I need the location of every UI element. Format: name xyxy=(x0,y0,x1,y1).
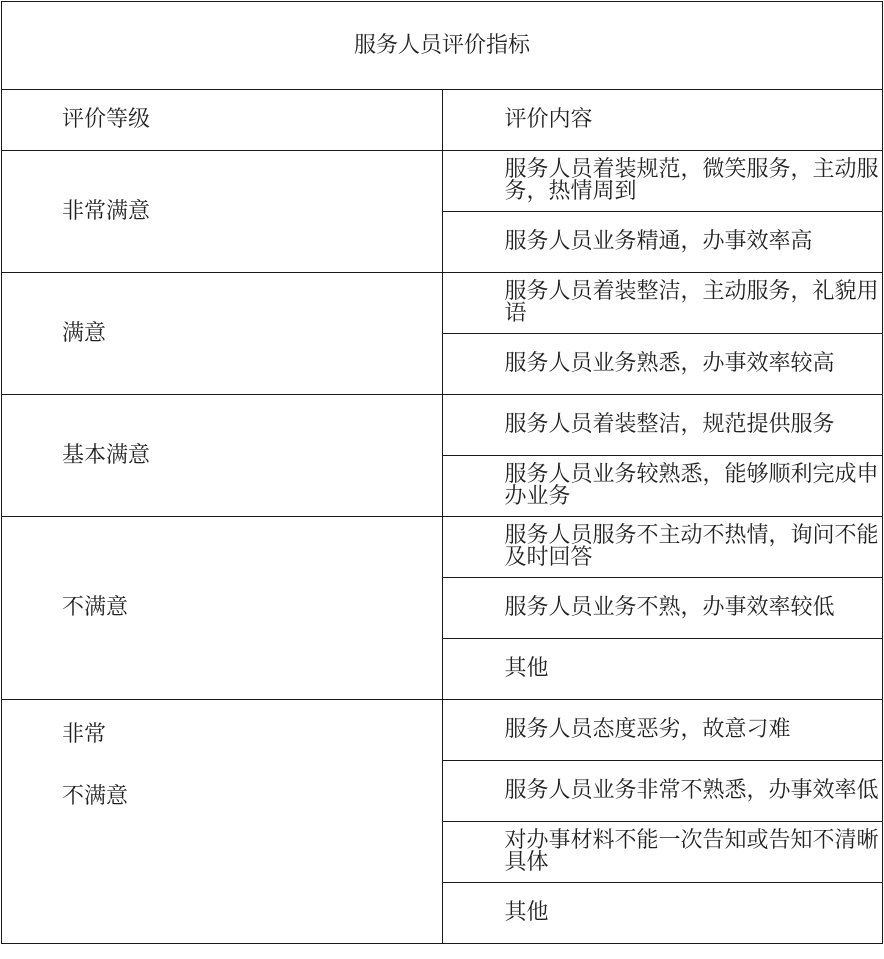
level-label: 不满意 xyxy=(62,595,129,620)
level-label: 满意 xyxy=(62,320,107,346)
header-content: 评价内容 xyxy=(442,90,883,151)
content-cell: 服务人员态度恶劣，故意刁难 xyxy=(442,700,883,761)
content-cell: 服务人员业务非常不熟悉，办事效率低 xyxy=(442,761,883,822)
level-label: 非常满意 xyxy=(62,198,151,224)
content-cell: 服务人员业务不熟，办事效率较低 xyxy=(442,578,883,639)
table-row xyxy=(2,700,883,761)
content-cell: 对办事材料不能一次告知或告知不清晰具体 xyxy=(442,822,883,883)
level-cell-very-satisfied xyxy=(2,151,443,273)
content-cell: 服务人员业务精通，办事效率高 xyxy=(442,212,883,273)
content-cell: 服务人员着装整洁，主动服务，礼貌用语 xyxy=(442,273,883,334)
level-cell-basically-satisfied xyxy=(2,395,443,517)
evaluation-table xyxy=(1,1,883,944)
header-row xyxy=(2,90,883,151)
content-cell: 服务人员服务不主动不热情，询问不能及时回答 xyxy=(442,517,883,578)
table-title: 服务人员评价指标 xyxy=(2,2,883,90)
content-cell: 服务人员着装整洁，规范提供服务 xyxy=(442,395,883,456)
title-row xyxy=(2,2,883,90)
level-label-line-2: 不满意 xyxy=(62,784,129,809)
table-row xyxy=(2,517,883,578)
content-cell: 其他 xyxy=(442,639,883,700)
table-row xyxy=(2,151,883,212)
content-cell: 服务人员着装规范，微笑服务，主动服务，热情周到 xyxy=(442,151,883,212)
level-cell-satisfied xyxy=(2,273,443,395)
level-label-line-1: 非常 xyxy=(62,722,107,747)
content-cell: 其他 xyxy=(442,883,883,944)
level-cell-dissatisfied xyxy=(2,517,443,700)
table-row xyxy=(2,395,883,456)
level-cell-very-dissatisfied xyxy=(2,700,443,944)
content-cell: 服务人员业务较熟悉，能够顺利完成申办业务 xyxy=(442,456,883,517)
header-level: 评价等级 xyxy=(2,90,443,151)
table-row xyxy=(2,273,883,334)
level-label: 基本满意 xyxy=(62,442,151,468)
content-cell: 服务人员业务熟悉，办事效率较高 xyxy=(442,334,883,395)
